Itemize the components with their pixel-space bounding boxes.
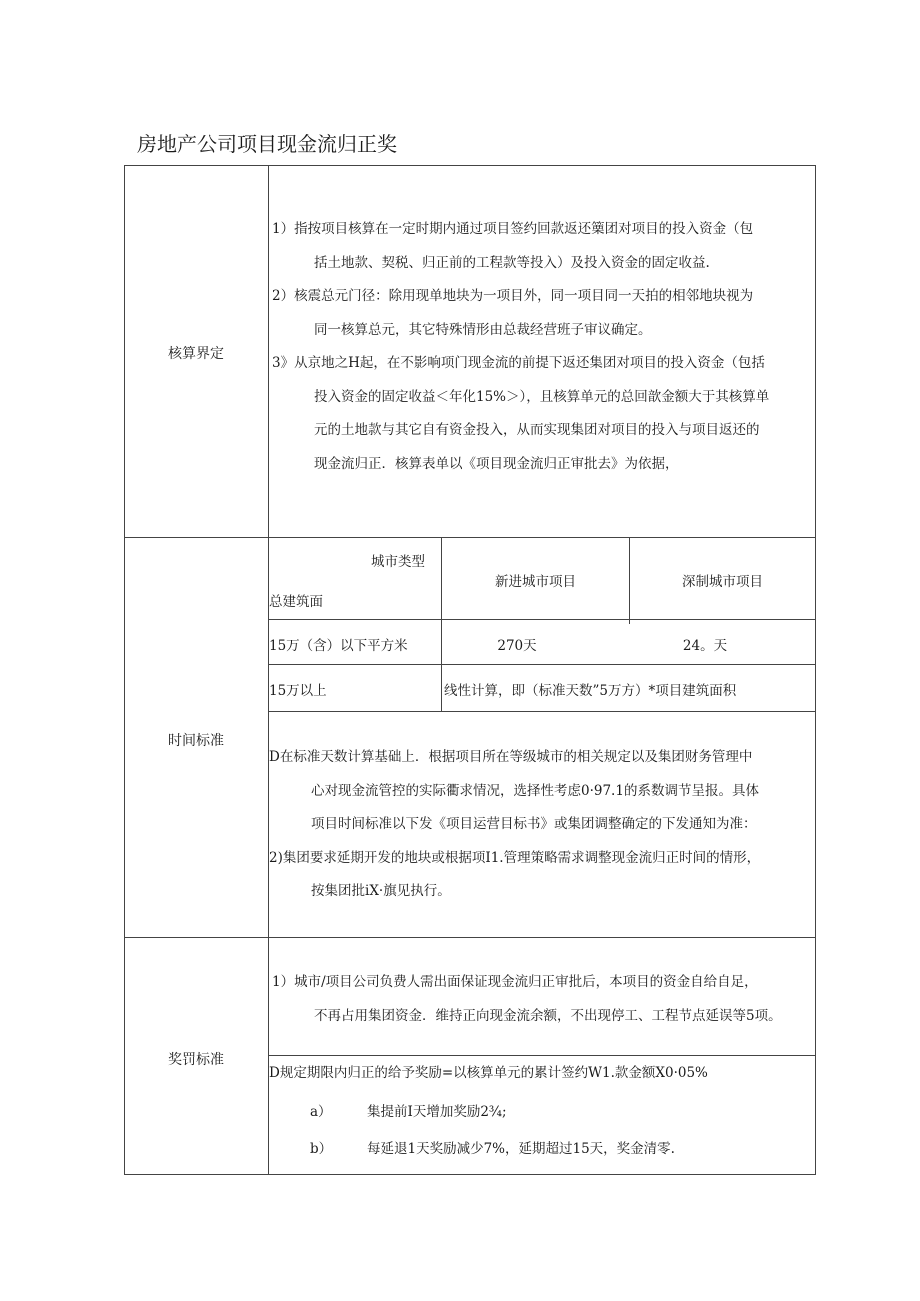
accounting-item-2: 2）核震总元门径：除用现单地块为一项目外，同一项目同一天拍的相邻地块视为 (272, 288, 754, 304)
time-item-2: 2)集团要求延期开发的地块或根据项I1.管理策略需求调整现金流归正时间的情形， (269, 849, 761, 866)
row2-area: 15万以上 (269, 683, 327, 699)
accounting-item-2-cont: 同一核算总元，其它特殊情形由总裁经营班子审议确定。 (314, 321, 652, 338)
table-border-bottom (124, 1174, 816, 1175)
accounting-item-3-cont: 投入资金的固定收益＜年化15%＞），且核算单元的总回歆金额大于其核算单 (314, 388, 770, 405)
reward-sub-a-text: 集提前I天增加奖励2¾; (367, 1104, 507, 1120)
row1-new-city-days: 270天 (497, 638, 537, 654)
row2-formula: 线性计算，即（标准天数”5万方）*项目建筑面积 (444, 683, 737, 699)
accounting-item-1: 1）指按项目核算在一定时期内通过项目签约回款返还篥团对项目的投入资金（包 (272, 221, 754, 237)
inner-divider (441, 537, 442, 711)
inner-divider (268, 664, 816, 665)
time-item-2-cont: 按集团批iX·旗见执行。 (311, 883, 451, 899)
header-new-city: 新进城市项目 (495, 574, 576, 590)
reward-sub-a-mark: a） (310, 1104, 332, 1120)
reward-sub-b-text: 每延退1天奖励减少7%，延期超过15天，奖金清零. (367, 1141, 675, 1157)
page-title: 房地产公司项目现金流归正奖 (137, 132, 397, 156)
main-table (124, 165, 816, 1175)
inner-divider (268, 711, 816, 712)
accounting-item-1-cont: 括土地款、契税、归正前的工程款等投入）及投入资金的固定收益. (314, 254, 710, 271)
reward-item-1-block (272, 966, 817, 1033)
table-border-top (124, 165, 816, 166)
time-item-1-cont: 心对现金流管控的实际衢求情况，选择性考虑0·97.1的系数调节呈报。具体 (311, 782, 759, 799)
reward-item-1: 1）城市/项目公司负费人需出面保证现金流归正审批后，本项目的资金自给自足， (272, 974, 758, 990)
accounting-item-3-cont: 元的土地款与其它自有资金投入，从而实现集团对项目的投入与项目返还的 (314, 422, 760, 438)
reward-sub-b-mark: b） (310, 1141, 333, 1157)
section-divider (124, 937, 816, 938)
section-label-reward: 奖罚标准 (168, 1052, 224, 1068)
label-column-divider (268, 165, 269, 1175)
inner-divider (268, 1055, 816, 1056)
time-item-1-cont: 项目时间标准以下发《项目运营目标书》或集团调整确定的下发通知为准： (311, 816, 757, 832)
section-label-time: 时间标准 (168, 733, 224, 749)
time-paragraphs (269, 741, 814, 909)
section-label-accounting: 核算界定 (168, 346, 224, 362)
header-corner-city-type: 城市类型 (371, 554, 425, 570)
header-corner-area: 总建筑面 (269, 594, 323, 610)
row1-deep-city-days: 24。天 (682, 638, 728, 654)
accounting-paragraphs (272, 213, 812, 481)
reward-item-1-cont: 不再占用集团资金．维持正向现金流余额，不出现停工、工程节点延误等5项。 (314, 1007, 782, 1024)
header-deep-city: 深制城市项目 (682, 574, 763, 590)
time-item-1: D在标准天数计算基础上．根据项目所在等级城市的相关规定以及集团财务管理中 (269, 749, 753, 765)
accounting-item-3-cont: 现金流归正．核算表单以《项目现金流归正审批去》为依据， (314, 455, 679, 472)
row1-area: 15万（含）以下平方米 (269, 638, 408, 654)
section-divider (124, 537, 816, 538)
table-border-left (124, 165, 125, 1175)
accounting-item-3: 3》从京地之H起，在不影响项门现金流的前提下返还集团对项目的投入资金（包括 (272, 355, 765, 371)
reward-item-2: D规定期限内归正的给予奖励=以核算单元的累计签约W1.款金额X0·05% (269, 1065, 708, 1081)
inner-divider (268, 619, 816, 620)
